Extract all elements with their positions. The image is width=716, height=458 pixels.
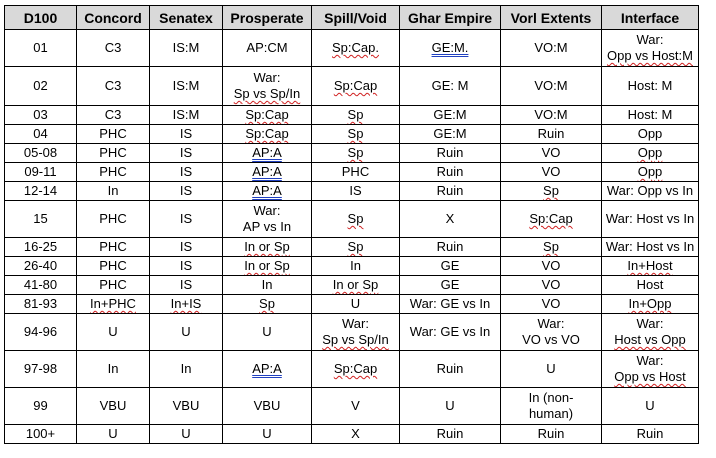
cell-spill-void xyxy=(312,388,400,425)
cell-concord xyxy=(77,201,150,238)
cell-text: Ruin xyxy=(436,164,464,179)
cell-text: U xyxy=(181,426,191,441)
cell-spill-void xyxy=(312,106,400,125)
cell-text: U xyxy=(645,398,655,413)
cell-text: Sp xyxy=(259,296,275,311)
cell-interface xyxy=(602,238,699,257)
cell-text: IS xyxy=(179,164,193,179)
cell-senatex xyxy=(150,257,223,276)
cell-spill-void xyxy=(312,67,400,106)
cell-text: Sp xyxy=(347,211,364,226)
cell-text: War: GE vs In xyxy=(409,296,491,311)
cell-text: VO xyxy=(541,258,561,273)
cell-text: VO xyxy=(541,296,561,311)
cell-concord xyxy=(77,106,150,125)
cell-text: Ruin xyxy=(436,361,464,376)
cell-text: C3 xyxy=(104,107,122,122)
cell-vorl-extents xyxy=(501,182,602,201)
cell-text: Sp:Cap xyxy=(245,107,289,122)
cell-spill-void xyxy=(312,30,400,67)
cell-text: In xyxy=(107,361,119,376)
cell-d100 xyxy=(5,67,77,106)
cell-ghar-empire xyxy=(400,125,501,144)
cell-text: IS:M xyxy=(172,107,200,122)
cell-vorl-extents xyxy=(501,276,602,295)
cell-text: Sp:Cap xyxy=(245,126,289,141)
header-row xyxy=(5,6,699,30)
cell-prosperate xyxy=(223,238,312,257)
cell-interface xyxy=(602,30,699,67)
table-row xyxy=(5,238,699,257)
cell-concord xyxy=(77,388,150,425)
cell-prosperate xyxy=(223,144,312,163)
cell-text: In or Sp xyxy=(244,258,290,273)
cell-concord xyxy=(77,257,150,276)
cell-senatex xyxy=(150,30,223,67)
cell-interface xyxy=(602,106,699,125)
cell-interface xyxy=(602,257,699,276)
cell-text: VO:M xyxy=(534,40,568,55)
cell-text: human) xyxy=(528,406,574,421)
cell-text: U xyxy=(108,426,118,441)
cell-prosperate xyxy=(223,163,312,182)
cell-text: War: Host vs In xyxy=(605,211,695,226)
table-row xyxy=(5,201,699,238)
cell-concord xyxy=(77,276,150,295)
cell-prosperate xyxy=(223,425,312,444)
cell-concord xyxy=(77,425,150,444)
cell-text: VBU xyxy=(172,398,200,413)
cell-text: IS xyxy=(179,239,193,254)
cell-senatex xyxy=(150,388,223,425)
cell-interface xyxy=(602,67,699,106)
cell-text: VO xyxy=(541,277,561,292)
table-body xyxy=(5,30,699,444)
cell-text: War: Host vs In xyxy=(605,239,695,254)
cell-text: In+Host xyxy=(627,258,673,273)
cell-text: Opp vs Host:M xyxy=(607,48,693,63)
cell-text: Ruin xyxy=(436,145,464,160)
cell-ghar-empire xyxy=(400,295,501,314)
cell-text: IS xyxy=(179,277,193,292)
cell-concord xyxy=(77,144,150,163)
cell-ghar-empire xyxy=(400,351,501,388)
cell-text: 16-25 xyxy=(23,239,58,254)
cell-text: Ruin xyxy=(436,183,464,198)
cell-text: 02 xyxy=(33,78,48,93)
table-row xyxy=(5,67,699,106)
cell-text: IS xyxy=(179,258,193,273)
cell-spill-void xyxy=(312,425,400,444)
header-ghar-empire: Ghar Empire xyxy=(400,6,501,30)
cell-text: In xyxy=(261,277,273,292)
cell-text: 41-80 xyxy=(23,277,58,292)
header-prosperate: Prosperate xyxy=(223,6,312,30)
cell-interface xyxy=(602,125,699,144)
cell-text: Opp xyxy=(637,145,663,160)
cell-spill-void xyxy=(312,276,400,295)
cell-text: AP:A xyxy=(252,145,282,160)
cell-senatex xyxy=(150,314,223,351)
cell-text: Ruin xyxy=(537,126,565,141)
cell-vorl-extents xyxy=(501,351,602,388)
cell-text: In+PHC xyxy=(90,296,136,311)
cell-vorl-extents xyxy=(501,67,602,106)
cell-senatex xyxy=(150,276,223,295)
cell-text: 26-40 xyxy=(23,258,58,273)
cell-text: Sp xyxy=(347,239,364,254)
cell-vorl-extents xyxy=(501,30,602,67)
cell-vorl-extents xyxy=(501,125,602,144)
header-interface: Interface xyxy=(602,6,699,30)
cell-senatex xyxy=(150,425,223,444)
cell-d100 xyxy=(5,276,77,295)
cell-text: Sp xyxy=(347,126,364,141)
header-senatex: Senatex xyxy=(150,6,223,30)
cell-d100 xyxy=(5,238,77,257)
cell-text: X xyxy=(351,426,360,441)
cell-text: IS xyxy=(179,183,193,198)
cell-interface xyxy=(602,314,699,351)
cell-text: VO xyxy=(541,145,561,160)
cell-text: GE xyxy=(440,258,460,273)
cell-text: X xyxy=(445,211,455,226)
cell-ghar-empire xyxy=(400,106,501,125)
cell-text: V xyxy=(351,398,360,413)
cell-text: GE:M xyxy=(433,107,467,122)
cell-text: War: GE vs In xyxy=(409,324,491,339)
cell-text: PHC xyxy=(99,239,127,254)
cell-interface xyxy=(602,201,699,238)
d100-table xyxy=(4,5,699,444)
table-row xyxy=(5,182,699,201)
cell-text: AP vs In xyxy=(242,219,292,234)
cell-text: U xyxy=(445,398,455,413)
cell-text: 99 xyxy=(33,398,48,413)
cell-text: VBU xyxy=(253,398,281,413)
cell-senatex xyxy=(150,67,223,106)
cell-concord xyxy=(77,67,150,106)
cell-text: PHC xyxy=(99,126,127,141)
cell-text: VO vs VO xyxy=(522,332,580,347)
cell-prosperate xyxy=(223,388,312,425)
cell-vorl-extents xyxy=(501,163,602,182)
cell-text: U xyxy=(262,426,272,441)
cell-text: U xyxy=(181,324,191,339)
cell-interface xyxy=(602,388,699,425)
cell-vorl-extents xyxy=(501,238,602,257)
cell-text: 81-93 xyxy=(23,296,58,311)
cell-prosperate xyxy=(223,257,312,276)
cell-text: Opp xyxy=(637,164,663,179)
cell-ghar-empire xyxy=(400,314,501,351)
cell-text: PHC xyxy=(99,145,127,160)
cell-ghar-empire xyxy=(400,257,501,276)
cell-text: GE xyxy=(440,277,460,292)
cell-text: In (non- xyxy=(528,390,574,405)
cell-senatex xyxy=(150,163,223,182)
cell-d100 xyxy=(5,295,77,314)
table-row xyxy=(5,314,699,351)
cell-text: 03 xyxy=(33,107,48,122)
table-row xyxy=(5,351,699,388)
cell-text: VO:M xyxy=(534,107,568,122)
table-row xyxy=(5,30,699,67)
cell-text: War: xyxy=(537,316,565,331)
cell-spill-void xyxy=(312,201,400,238)
cell-ghar-empire xyxy=(400,182,501,201)
cell-text: Sp vs Sp/In xyxy=(233,86,301,101)
cell-text: IS:M xyxy=(172,40,200,55)
cell-text: 12-14 xyxy=(23,183,58,198)
cell-text: Host xyxy=(636,277,664,292)
cell-senatex xyxy=(150,144,223,163)
cell-text: Host: M xyxy=(627,78,673,93)
cell-senatex xyxy=(150,238,223,257)
cell-ghar-empire xyxy=(400,201,501,238)
cell-concord xyxy=(77,351,150,388)
cell-text: Sp xyxy=(347,107,364,122)
cell-text: 05-08 xyxy=(23,145,58,160)
cell-prosperate xyxy=(223,67,312,106)
cell-d100 xyxy=(5,257,77,276)
cell-text: IS xyxy=(179,211,193,226)
cell-concord xyxy=(77,314,150,351)
cell-text: In or Sp xyxy=(332,277,379,292)
cell-text: C3 xyxy=(104,78,122,93)
cell-d100 xyxy=(5,314,77,351)
cell-text: War: xyxy=(253,70,281,85)
header-concord: Concord xyxy=(77,6,150,30)
table-row xyxy=(5,125,699,144)
cell-text: PHC xyxy=(341,164,370,179)
cell-d100 xyxy=(5,30,77,67)
cell-text: War: Opp vs In xyxy=(606,183,694,198)
cell-text: In xyxy=(107,183,119,198)
cell-interface xyxy=(602,425,699,444)
cell-senatex xyxy=(150,351,223,388)
cell-text: C3 xyxy=(104,40,122,55)
cell-senatex xyxy=(150,201,223,238)
cell-interface xyxy=(602,295,699,314)
cell-text: Host: M xyxy=(627,107,673,122)
cell-text: Sp xyxy=(543,239,559,254)
cell-d100 xyxy=(5,163,77,182)
cell-ghar-empire xyxy=(400,276,501,295)
cell-senatex xyxy=(150,295,223,314)
cell-spill-void xyxy=(312,295,400,314)
cell-d100 xyxy=(5,106,77,125)
cell-text: 97-98 xyxy=(23,361,58,376)
cell-text: IS xyxy=(179,126,193,141)
cell-d100 xyxy=(5,182,77,201)
cell-text: Opp vs Host xyxy=(614,369,686,384)
cell-text: In xyxy=(350,258,361,273)
cell-text: 15 xyxy=(33,211,48,226)
cell-interface xyxy=(602,182,699,201)
cell-vorl-extents xyxy=(501,295,602,314)
cell-text: Opp xyxy=(637,126,663,141)
cell-ghar-empire xyxy=(400,144,501,163)
cell-ghar-empire xyxy=(400,238,501,257)
cell-concord xyxy=(77,30,150,67)
cell-d100 xyxy=(5,201,77,238)
cell-text: PHC xyxy=(99,258,127,273)
cell-ghar-empire xyxy=(400,67,501,106)
cell-text: U xyxy=(262,324,272,339)
cell-ghar-empire xyxy=(400,425,501,444)
cell-text: Host vs Opp xyxy=(614,332,686,347)
cell-text: U xyxy=(108,324,118,339)
cell-spill-void xyxy=(312,238,400,257)
cell-prosperate xyxy=(223,182,312,201)
cell-text: In or Sp xyxy=(244,239,290,254)
cell-text: U xyxy=(546,361,556,376)
cell-text: Ruin xyxy=(436,239,464,254)
table-row xyxy=(5,388,699,425)
cell-text: AP:A xyxy=(252,183,282,198)
table-row xyxy=(5,425,699,444)
cell-text: In+Opp xyxy=(628,296,672,311)
cell-prosperate xyxy=(223,351,312,388)
cell-text: PHC xyxy=(99,277,127,292)
cell-text: IS xyxy=(179,145,193,160)
cell-text: 09-11 xyxy=(24,164,57,179)
cell-text: AP:A xyxy=(252,361,282,376)
cell-vorl-extents xyxy=(501,201,602,238)
table-container xyxy=(4,5,699,444)
cell-d100 xyxy=(5,351,77,388)
cell-interface xyxy=(602,276,699,295)
cell-ghar-empire xyxy=(400,30,501,67)
cell-interface xyxy=(602,163,699,182)
header-vorl-extents: Vorl Extents xyxy=(501,6,602,30)
cell-concord xyxy=(77,182,150,201)
cell-vorl-extents xyxy=(501,314,602,351)
table-row xyxy=(5,106,699,125)
cell-text: AP:A xyxy=(252,164,282,179)
cell-text: 94-96 xyxy=(23,324,58,339)
table-row xyxy=(5,295,699,314)
cell-text: Sp:Cap xyxy=(529,211,573,226)
cell-text: War: xyxy=(253,203,281,218)
cell-concord xyxy=(77,238,150,257)
cell-text: GE:M xyxy=(433,126,467,141)
cell-prosperate xyxy=(223,125,312,144)
cell-text: VO xyxy=(541,164,561,179)
cell-prosperate xyxy=(223,30,312,67)
cell-spill-void xyxy=(312,163,400,182)
cell-concord xyxy=(77,125,150,144)
cell-prosperate xyxy=(223,314,312,351)
cell-text: IS:M xyxy=(172,78,200,93)
cell-text: Ruin xyxy=(636,426,664,441)
cell-spill-void xyxy=(312,182,400,201)
cell-senatex xyxy=(150,125,223,144)
cell-text: War: xyxy=(342,316,369,331)
cell-text: VO:M xyxy=(534,78,568,93)
cell-vorl-extents xyxy=(501,425,602,444)
cell-text: Ruin xyxy=(436,426,464,441)
cell-text: VBU xyxy=(99,398,127,413)
cell-d100 xyxy=(5,388,77,425)
cell-text: In+IS xyxy=(170,296,202,311)
cell-text: Sp xyxy=(347,145,364,160)
cell-vorl-extents xyxy=(501,257,602,276)
cell-prosperate xyxy=(223,276,312,295)
cell-text: GE:M. xyxy=(431,40,469,55)
header-spill-void: Spill/Void xyxy=(312,6,400,30)
cell-prosperate xyxy=(223,295,312,314)
cell-text: 100+ xyxy=(25,426,56,441)
cell-text: War: xyxy=(636,316,664,331)
table-row xyxy=(5,144,699,163)
cell-ghar-empire xyxy=(400,163,501,182)
cell-text: U xyxy=(350,296,361,311)
cell-spill-void xyxy=(312,257,400,276)
cell-senatex xyxy=(150,106,223,125)
cell-vorl-extents xyxy=(501,144,602,163)
cell-spill-void xyxy=(312,314,400,351)
cell-text: 01 xyxy=(33,40,48,55)
table-row xyxy=(5,163,699,182)
cell-senatex xyxy=(150,182,223,201)
cell-text: Ruin xyxy=(537,426,565,441)
cell-text: Sp:Cap xyxy=(333,361,378,376)
cell-interface xyxy=(602,351,699,388)
table-row xyxy=(5,276,699,295)
cell-text: War: xyxy=(636,32,664,47)
cell-text: PHC xyxy=(99,164,127,179)
cell-prosperate xyxy=(223,201,312,238)
cell-text: Sp:Cap xyxy=(333,78,378,93)
cell-text: Sp vs Sp/In xyxy=(322,332,389,347)
cell-d100 xyxy=(5,144,77,163)
cell-text: IS xyxy=(349,183,362,198)
cell-vorl-extents xyxy=(501,106,602,125)
cell-vorl-extents xyxy=(501,388,602,425)
cell-d100 xyxy=(5,425,77,444)
cell-text: War: xyxy=(636,353,664,368)
cell-text: Sp:Cap. xyxy=(332,40,379,55)
cell-prosperate xyxy=(223,106,312,125)
header-d100: D100 xyxy=(5,6,77,30)
cell-d100 xyxy=(5,125,77,144)
cell-ghar-empire xyxy=(400,388,501,425)
cell-concord xyxy=(77,163,150,182)
cell-interface xyxy=(602,144,699,163)
cell-spill-void xyxy=(312,125,400,144)
cell-spill-void xyxy=(312,351,400,388)
cell-text: GE: M xyxy=(431,78,469,93)
cell-text: PHC xyxy=(99,211,127,226)
cell-concord xyxy=(77,295,150,314)
cell-text: Sp xyxy=(543,183,559,198)
cell-spill-void xyxy=(312,144,400,163)
table-row xyxy=(5,257,699,276)
cell-text: 04 xyxy=(33,126,48,141)
cell-text: In xyxy=(180,361,192,376)
cell-text: AP:CM xyxy=(246,40,288,55)
